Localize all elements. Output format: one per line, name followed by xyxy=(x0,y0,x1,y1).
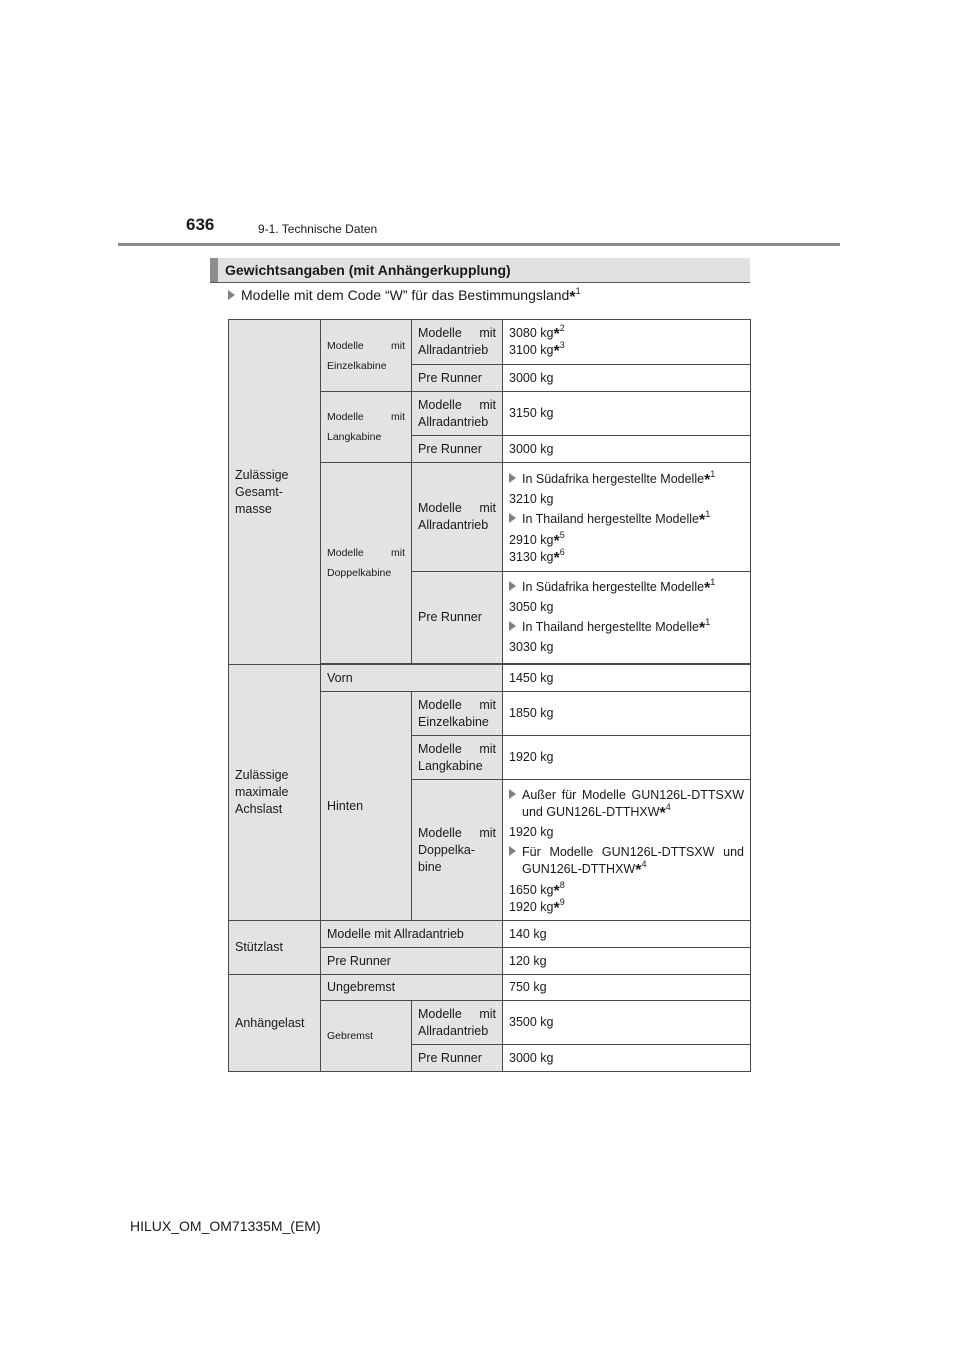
vorn-label: Vorn xyxy=(321,665,503,692)
footnote-marker: * xyxy=(569,289,576,306)
subheading-text: Modelle mit dem Code “W” für das Bestimmungsland xyxy=(241,287,570,303)
prerunner-label: Pre Runner xyxy=(321,948,503,975)
page-number: 636 xyxy=(186,215,215,234)
value-cell: 140 kg xyxy=(503,921,751,948)
hinten-label: Hinten xyxy=(321,692,412,921)
table-row xyxy=(229,665,751,692)
langkabine-label: Modelle mit Langkabine xyxy=(321,392,412,463)
table-row xyxy=(229,921,751,948)
value-cell: 3080 kg*$^2$ 3100 kg*$^3$ xyxy=(503,320,751,365)
value-cell: 120 kg xyxy=(503,948,751,975)
value-cell: Außer für Modelle GUN126L-DTTSXW und GUN126L-DTTHXW*$^4$ 1920 kg Für Modelle GUN126L-DTTSXW und GUN126L-DTTHXW*$^4$ 1650 kg*$^8$ 1920 kg*$^9$ xyxy=(503,780,751,921)
allrad-label: Modelle mit Allradantrieb xyxy=(412,1001,503,1045)
anhaengelast-label: Anhängelast xyxy=(229,975,321,1072)
table-row xyxy=(229,975,751,1001)
gesamtmasse-label: Zulässige Gesamt- masse xyxy=(229,320,321,665)
doppelkabine-label: Modelle mit Doppelkabine xyxy=(321,463,412,664)
prerunner-label: Pre Runner xyxy=(412,572,503,664)
section-title: Gewichtsangaben (mit Anhängerkupplung) xyxy=(225,262,511,278)
prerunner-label: Pre Runner xyxy=(412,1045,503,1072)
value-cell: 3150 kg xyxy=(503,392,751,436)
triangle-bullet-icon xyxy=(509,473,516,483)
value-cell: 750 kg xyxy=(503,975,751,1001)
prerunner-label: Pre Runner xyxy=(412,365,503,392)
value-cell: 1850 kg xyxy=(503,692,751,736)
einzelkabine-label: Modelle mit Einzelkabine xyxy=(321,320,412,392)
ungebremst-label: Ungebremst xyxy=(321,975,503,1001)
allrad-label: Modelle mit Allradantrieb xyxy=(412,463,503,572)
footer-document-code: HILUX_OM_OM71335M_(EM) xyxy=(130,1218,321,1234)
triangle-bullet-icon xyxy=(509,513,516,523)
value-cell: 3000 kg xyxy=(503,1045,751,1072)
value-cell: 1920 kg xyxy=(503,736,751,780)
triangle-bullet-icon xyxy=(509,846,516,856)
stuetzlast-label: Stützlast xyxy=(229,921,321,975)
value-cell: In Südafrika hergestellte Modelle*$^1$ 3050 kg In Thailand hergestellte Modelle*$^1$ 3030 kg xyxy=(503,572,751,664)
triangle-bullet-icon xyxy=(228,290,235,300)
allrad-label: Modelle mit Allradantrieb xyxy=(321,921,503,948)
einzelkabine-label: Modelle mit Einzelkabine xyxy=(412,692,503,736)
triangle-bullet-icon xyxy=(509,789,516,799)
value-cell: In Südafrika hergestellte Modelle*$^1$ 3210 kg In Thailand hergestellte Modelle*$^1$ 2910 kg*$^5$ 3130 kg*$^6$ xyxy=(503,463,751,572)
langkabine-label: Modelle mit Langkabine xyxy=(412,736,503,780)
section-underline xyxy=(210,282,750,283)
section-tab-marker xyxy=(210,258,218,282)
table-row xyxy=(229,320,751,365)
triangle-bullet-icon xyxy=(509,581,516,591)
subheading: Modelle mit dem Code “W” für das Bestimmungsland*$^1$ xyxy=(228,287,581,303)
weight-spec-table xyxy=(228,319,751,1072)
achslast-label: Zulässige maximale Achslast xyxy=(229,665,321,921)
section-heading xyxy=(210,258,750,282)
doppelkabine-label: Modelle mit Doppelka- bine xyxy=(412,780,503,921)
value-cell: 3500 kg xyxy=(503,1001,751,1045)
prerunner-label: Pre Runner xyxy=(412,436,503,463)
triangle-bullet-icon xyxy=(509,621,516,631)
header-rule xyxy=(118,243,840,246)
chapter-title: 9-1. Technische Daten xyxy=(258,222,378,236)
value-cell: 3000 kg xyxy=(503,436,751,463)
allrad-label: Modelle mit Allradantrieb xyxy=(412,320,503,365)
value-cell: 3000 kg xyxy=(503,365,751,392)
allrad-label: Modelle mit Allradantrieb xyxy=(412,392,503,436)
value-cell: 1450 kg xyxy=(503,665,751,692)
gebremst-label: Gebremst xyxy=(321,1001,412,1072)
